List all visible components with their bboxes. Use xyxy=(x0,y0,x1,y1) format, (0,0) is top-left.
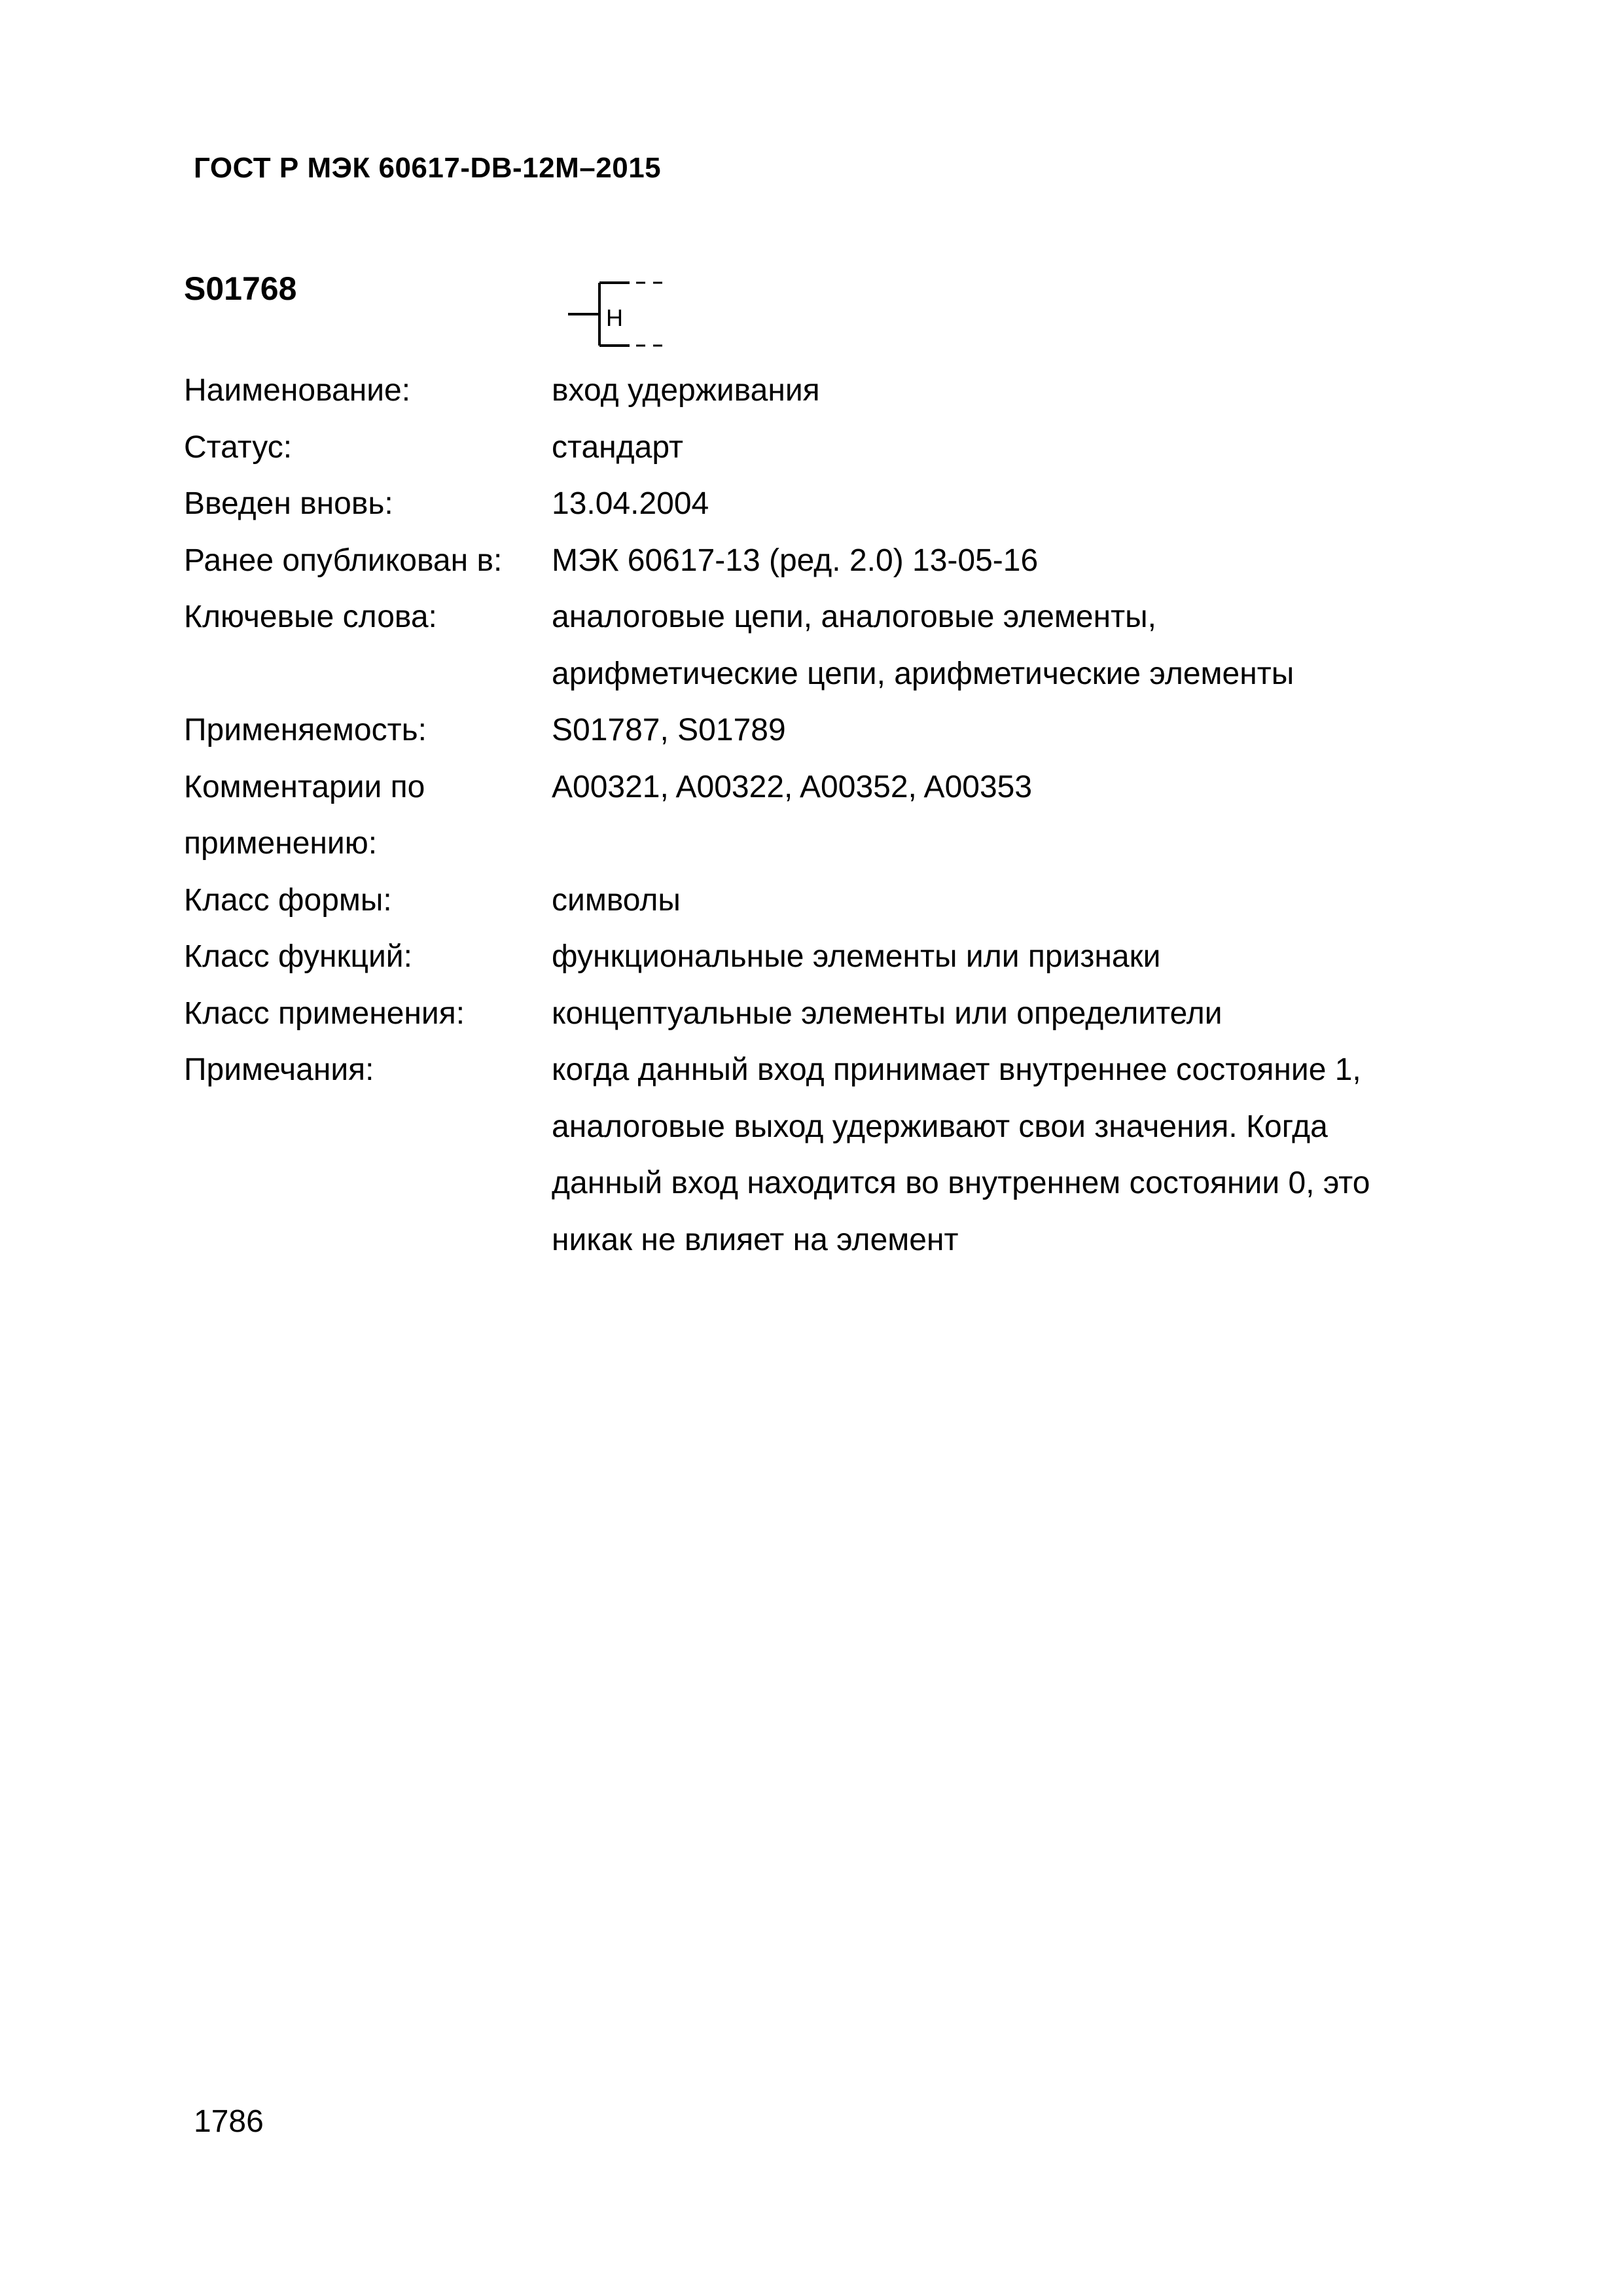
field-label: Введен вновь: xyxy=(184,486,393,521)
field-value: 13.04.2004 xyxy=(552,486,709,521)
field-row-status xyxy=(184,420,1480,476)
field-value: вход удерживания xyxy=(552,373,820,408)
field-value: данный вход находится во внутреннем состоянии 0, это xyxy=(552,1166,1370,1200)
hold-input-symbol-icon xyxy=(564,274,675,355)
page-number: 1786 xyxy=(194,2104,264,2139)
field-value: функциональные элементы или признаки xyxy=(552,939,1161,974)
field-row-application-comments xyxy=(184,759,1480,872)
field-value: когда данный вход принимает внутреннее состояние 1, xyxy=(552,1052,1361,1087)
field-value: A00321, A00322, A00352, A00353 xyxy=(552,769,1033,804)
field-label: Статус: xyxy=(184,429,293,465)
field-row-applicability xyxy=(184,702,1480,759)
field-label: Наименование: xyxy=(184,373,411,408)
field-label: Примечания: xyxy=(184,1052,374,1087)
field-label: Класс функций: xyxy=(184,939,412,974)
field-label: Класс применения: xyxy=(184,996,465,1031)
field-label: Ранее опубликован в: xyxy=(184,543,503,578)
field-value: аналоговые цепи, аналоговые элементы, xyxy=(552,600,1156,634)
field-row-form-class xyxy=(184,872,1480,929)
field-label: Класс формы: xyxy=(184,882,392,918)
field-value: S01787, S01789 xyxy=(552,713,786,747)
field-row-application-class xyxy=(184,986,1480,1043)
field-value: аналоговые выход удерживают свои значения. Когда xyxy=(552,1109,1328,1144)
field-row-keywords xyxy=(184,589,1480,702)
field-value: никак не влияет на элемент xyxy=(552,1222,959,1257)
field-value: символы xyxy=(552,882,681,918)
field-label: Применяемость: xyxy=(184,713,427,747)
attribute-table xyxy=(184,363,1480,1268)
field-value: стандарт xyxy=(552,429,683,465)
field-row-notes xyxy=(184,1042,1480,1268)
symbol-glyph: H xyxy=(606,304,623,331)
field-row-previously-published xyxy=(184,533,1480,590)
field-row-function-class xyxy=(184,929,1480,986)
symbol-code: S01768 xyxy=(184,270,297,307)
document-header: ГОСТ Р МЭК 60617-DB-12M–2015 xyxy=(194,152,662,184)
field-value: концептуальные элементы или определители xyxy=(552,996,1222,1031)
field-row-name xyxy=(184,363,1480,420)
field-label: Ключевые слова: xyxy=(184,600,437,634)
field-value: МЭК 60617-13 (ред. 2.0) 13-05-16 xyxy=(552,543,1039,578)
field-row-introduced xyxy=(184,476,1480,533)
field-value: арифметические цепи, арифметические элементы xyxy=(552,656,1294,691)
field-label: Комментарии по применению: xyxy=(184,769,425,861)
